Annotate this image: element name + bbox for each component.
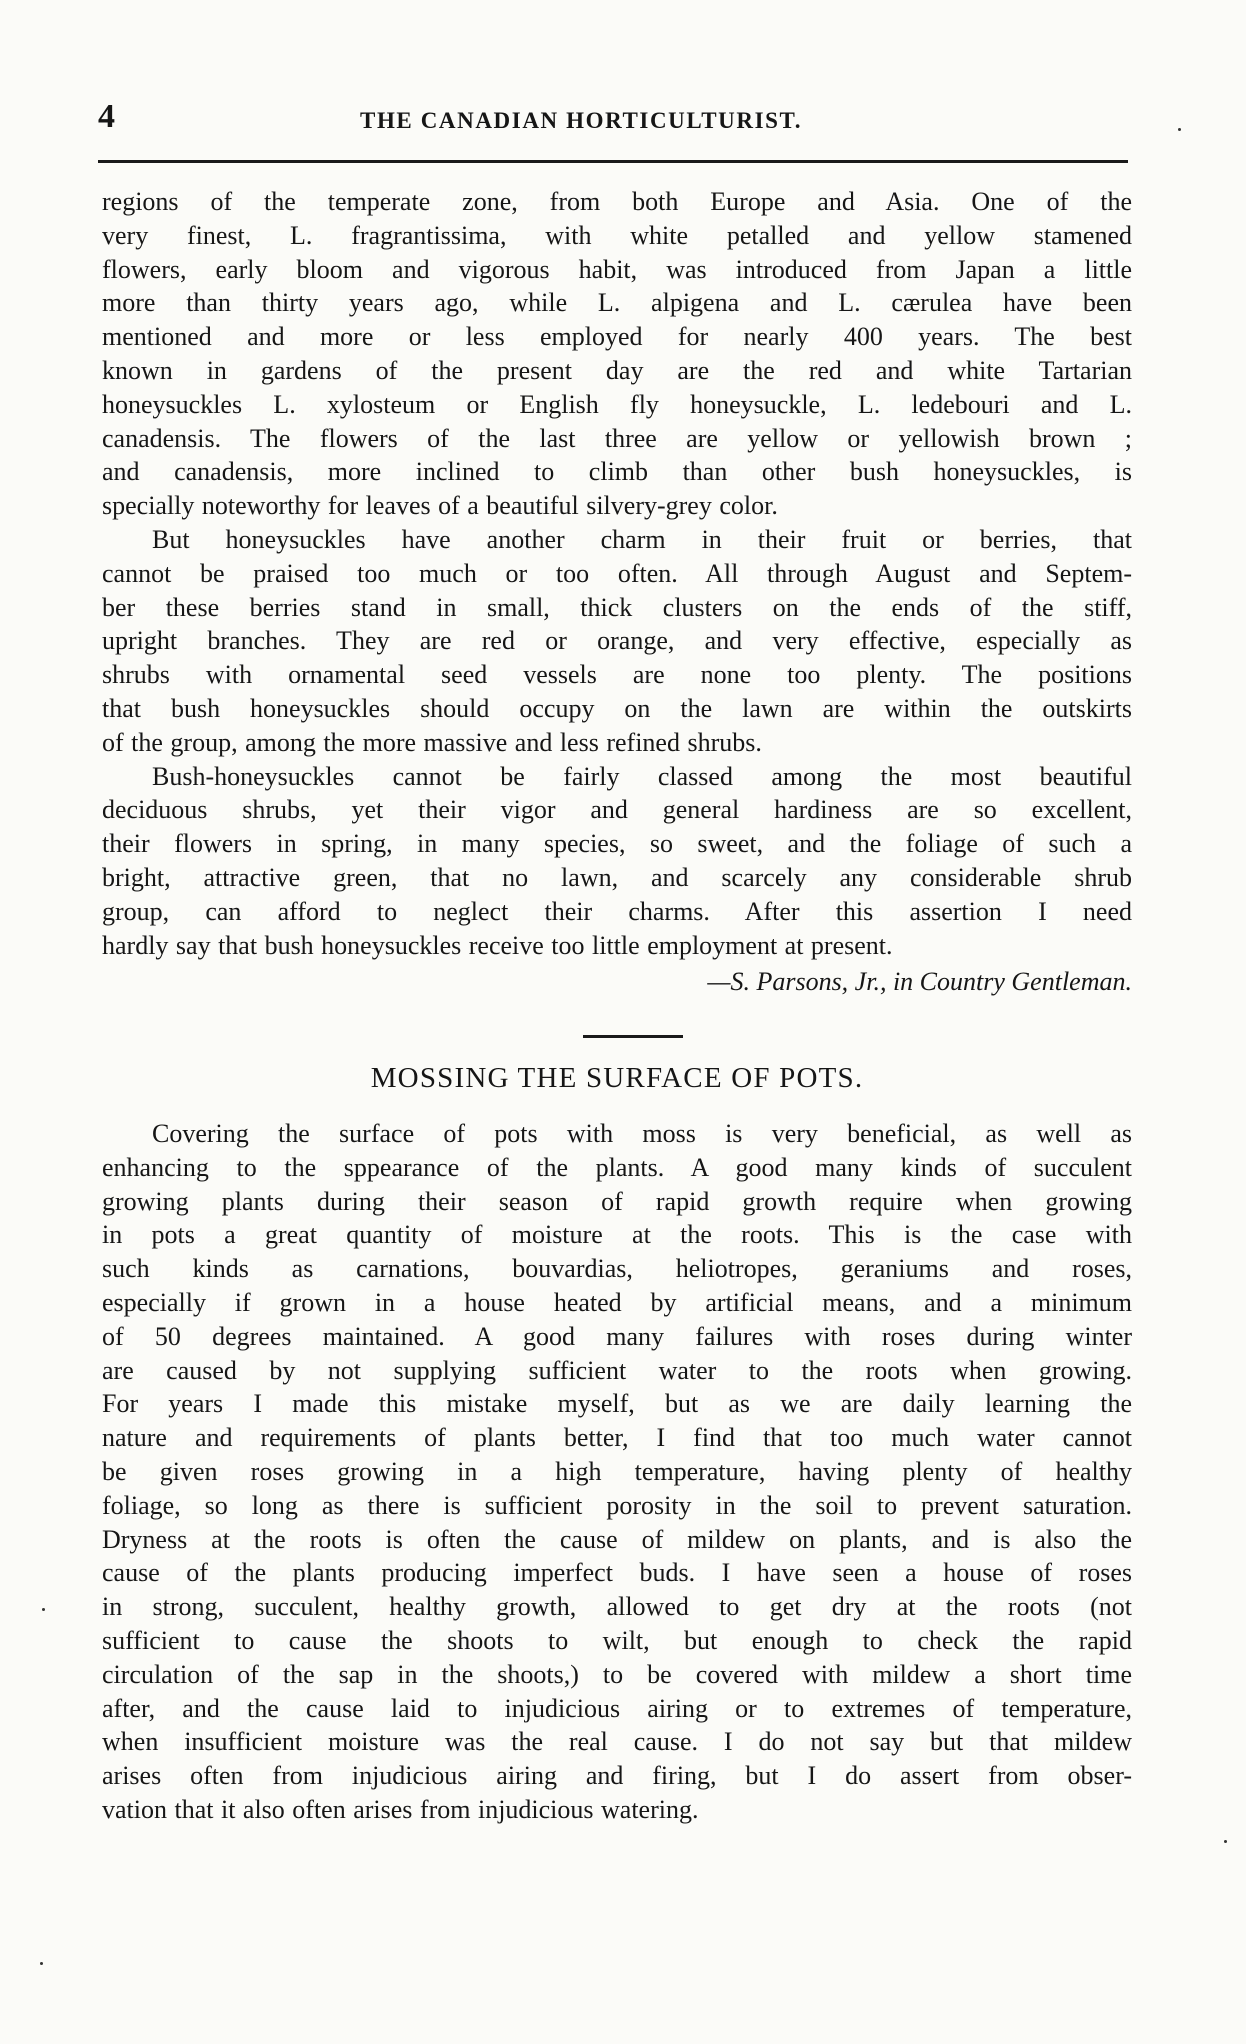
print-speck: [42, 1608, 45, 1611]
print-speck: [1178, 128, 1181, 131]
text-line: hardly say that bush honeysuckles receive too little employment at present.: [102, 930, 893, 960]
text-line: that bush honeysuckles should occupy on the lawn are within the outskirts: [102, 693, 1132, 723]
text-line: upright branches. They are red or orange, and very effective, especially as: [102, 626, 1132, 656]
text-line: sufficient to cause the shoots to wilt, but enough to check the rapid: [102, 1625, 1132, 1655]
text-line: circulation of the sap in the shoots,) to be covered with mildew a short time: [102, 1659, 1132, 1689]
text-line: deciduous shrubs, yet their vigor and general hardiness are so excellent,: [102, 795, 1132, 825]
text-line: and canadensis, more inclined to climb than other bush honeysuckles, is: [102, 457, 1132, 487]
text-line: Dryness at the roots is often the cause of mildew on plants, and is also the: [102, 1524, 1132, 1554]
text-line: For years I made this mistake myself, but as we are daily learning the: [102, 1389, 1132, 1419]
text-line: honeysuckles L. xylosteum or English fly honeysuckle, L. ledebouri and L.: [102, 389, 1132, 419]
section-divider: [583, 1035, 683, 1038]
text-line: especially if grown in a house heated by artificial means, and a minimum: [102, 1287, 1132, 1317]
header-rule: [98, 160, 1128, 163]
article-honeysuckles: [102, 185, 1132, 962]
text-line: enhancing to the sppearance of the plants. A good many kinds of succulent: [102, 1152, 1132, 1182]
section-title: MOSSING THE SURFACE OF POTS.: [370, 1062, 864, 1094]
text-line: arises often from injudicious airing and firing, but I do assert from obser-: [102, 1761, 1132, 1791]
text-line: vation that it also often arises from injudicious watering.: [102, 1794, 699, 1824]
text-line: cannot be praised too much or too often. All through August and Septem-: [102, 558, 1132, 588]
text-line: Bush-honeysuckles cannot be fairly classed among the most beautiful: [152, 761, 1132, 791]
text-line: be given roses growing in a high temperature, having plenty of healthy: [102, 1456, 1132, 1486]
text-line: flowers, early bloom and vigorous habit, was introduced from Japan a little: [102, 254, 1132, 284]
text-line: mentioned and more or less employed for nearly 400 years. The best: [102, 322, 1132, 352]
text-line: in strong, succulent, healthy growth, allowed to get dry at the roots (not: [102, 1592, 1132, 1622]
text-line: of 50 degrees maintained. A good many failures with roses during winter: [102, 1321, 1132, 1351]
text-line: known in gardens of the present day are the red and white Tartarian: [102, 355, 1132, 385]
text-line: But honeysuckles have another charm in their fruit or berries, that: [152, 524, 1132, 554]
text-line: when insufficient moisture was the real cause. I do not say but that mildew: [102, 1727, 1132, 1757]
article-mossing-pots: [102, 1117, 1132, 1827]
text-line: Covering the surface of pots with moss is very beneficial, as well as: [152, 1119, 1132, 1148]
text-line: foliage, so long as there is sufficient porosity in the soil to prevent saturation.: [102, 1490, 1132, 1520]
page-number: 4: [98, 98, 115, 135]
text-line: of the group, among the more massive and less refined shrubs.: [102, 727, 762, 757]
text-line: their flowers in spring, in many species, so sweet, and the foliage of such a: [102, 829, 1132, 859]
text-line: regions of the temperate zone, from both Europe and Asia. One of the: [102, 187, 1132, 216]
text-line: in pots a great quantity of moisture at the roots. This is the case with: [102, 1220, 1132, 1250]
text-line: specially noteworthy for leaves of a beautiful silvery-grey color.: [102, 491, 778, 521]
text-line: very finest, L. fragrantissima, with white petalled and yellow stamened: [102, 220, 1132, 250]
text-line: after, and the cause laid to injudicious airing or to extremes of temperature,: [102, 1693, 1132, 1723]
running-head: THE CANADIAN HORTICULTURIST.: [360, 108, 803, 133]
text-line: group, can afford to neglect their charms. After this assertion I need: [102, 896, 1132, 926]
text-line: cause of the plants producing imperfect buds. I have seen a house of roses: [102, 1558, 1132, 1588]
text-line: more than thirty years ago, while L. alpigena and L. cærulea have been: [102, 288, 1132, 318]
text-line: growing plants during their season of rapid growth require when growing: [102, 1186, 1132, 1216]
text-line: nature and requirements of plants better, I find that too much water cannot: [102, 1423, 1132, 1453]
text-line: bright, attractive green, that no lawn, and scarcely any considerable shrub: [102, 862, 1132, 892]
text-line: are caused by not supplying sufficient water to the roots when growing.: [102, 1355, 1132, 1385]
print-speck: [40, 1962, 43, 1965]
text-line: such kinds as carnations, bouvardias, heliotropes, geraniums and roses,: [102, 1254, 1132, 1284]
text-line: shrubs with ornamental seed vessels are none too plenty. The positions: [102, 660, 1132, 690]
article-attribution: —S. Parsons, Jr., in Country Gentleman.: [707, 967, 1132, 996]
text-line: canadensis. The flowers of the last three are yellow or yellowish brown ;: [102, 423, 1132, 453]
text-line: ber these berries stand in small, thick clusters on the ends of the stiff,: [102, 592, 1132, 622]
print-speck: [1224, 1840, 1227, 1843]
